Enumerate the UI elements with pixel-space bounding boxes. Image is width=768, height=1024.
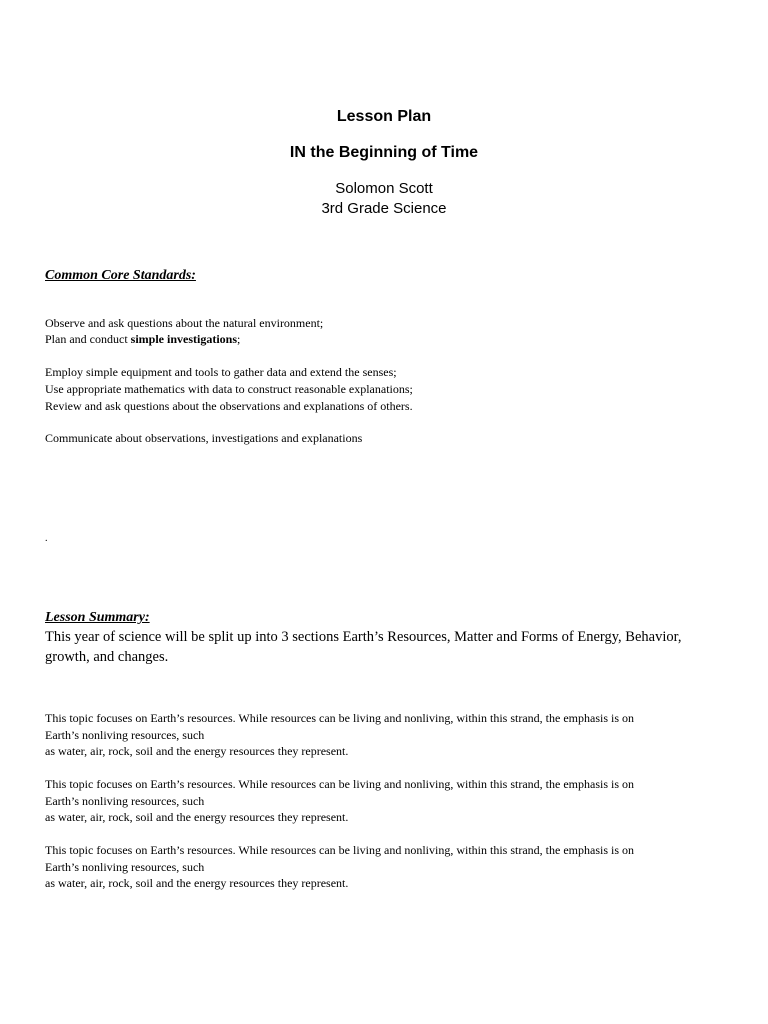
stray-mark: . [45, 533, 48, 544]
standard-line-1: Observe and ask questions about the natural environment; [45, 316, 324, 330]
standard-line-4: Use appropriate mathematics with data to construct reasonable explanations; [45, 382, 413, 396]
standard-line-3: Employ simple equipment and tools to gather data and extend the senses; [45, 365, 397, 379]
summary-paragraph-line: This topic focuses on Earth’s resources. While resources can be living and nonliving, within this strand, the emphasis is on [45, 711, 634, 725]
standard-line-2-prefix: Plan and conduct [45, 332, 131, 346]
standard-line-2 [45, 332, 240, 347]
summary-intro: This year of science will be split up into 3 sections Earth’s Resources, Matter and Forms of Energy, Behavior, growth, and changes. [45, 629, 682, 665]
document-subtitle: IN the Beginning of Time [289, 144, 479, 161]
summary-paragraph-line: Earth’s nonliving resources, such [45, 859, 205, 874]
summary-paragraph-line: This topic focuses on Earth’s resources. While resources can be living and nonliving, within this strand, the emphasis is on [45, 843, 634, 857]
summary-paragraph [45, 842, 715, 892]
summary-paragraph-line: Earth’s nonliving resources, such [45, 793, 205, 808]
standard-line-2-suffix: ; [237, 332, 241, 346]
document-title: Lesson Plan [336, 108, 432, 125]
summary-paragraph-line: as water, air, rock, soil and the energy resources they represent. [45, 744, 349, 758]
summary-paragraph-line: as water, air, rock, soil and the energy resources they represent. [45, 810, 349, 824]
summary-heading: Lesson Summary: [45, 610, 150, 625]
standard-line-5: Review and ask questions about the observations and explanations of others. [45, 399, 413, 413]
summary-paragraph-line: as water, air, rock, soil and the energy resources they represent. [45, 876, 349, 890]
standard-line-6: Communicate about observations, investigations and explanations [45, 431, 363, 445]
summary-paragraph [45, 710, 715, 760]
author-name: Solomon Scott [335, 180, 433, 197]
summary-paragraph [45, 776, 715, 826]
summary-paragraph-line: This topic focuses on Earth’s resources. While resources can be living and nonliving, within this strand, the emphasis is on [45, 777, 634, 791]
course-name: 3rd Grade Science [321, 200, 447, 217]
standards-heading: Common Core Standards: [45, 268, 196, 283]
standard-line-2-bold: simple investigations [130, 332, 237, 346]
summary-paragraph-line: Earth’s nonliving resources, such [45, 727, 205, 742]
